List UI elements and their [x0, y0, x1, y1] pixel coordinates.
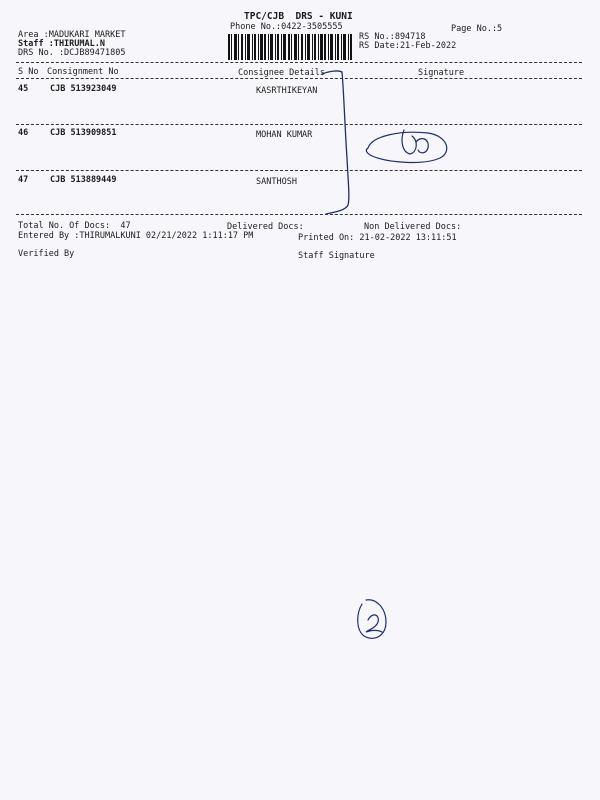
entered-by: Entered By :THIRUMALKUNI 02/21/2022 1:11:17 PM: [18, 231, 254, 241]
drs-number: DRS No. :DCJB89471805: [18, 48, 126, 58]
row-consignee: KASRTHIKEYAN: [256, 86, 318, 96]
row-sno: 46: [18, 128, 29, 138]
header-rule-top: [16, 62, 582, 63]
total-docs: Total No. Of Docs: 47: [18, 221, 131, 231]
row-consignment: CJB 513923049: [50, 84, 117, 94]
row-consignee: SANTHOSH: [256, 177, 297, 187]
col-sno: S No: [18, 67, 39, 77]
staff-signature-label: Staff Signature: [298, 251, 375, 261]
col-consignment-no: Consignment No: [47, 67, 119, 77]
col-consignee-details: Consignee Details: [238, 68, 325, 78]
printed-on: Printed On: 21-02-2022 13:11:51: [298, 233, 457, 243]
rs-number: RS No.:894718: [359, 32, 426, 42]
row-divider: [16, 170, 582, 171]
row-consignee: MOHAN KUMAR: [256, 130, 313, 140]
phone-number: Phone No.:0422-3505555: [230, 22, 343, 32]
row-consignment: CJB 513909851: [50, 128, 117, 138]
footer-rule: [16, 214, 582, 215]
encircled-number-mark: [358, 600, 386, 639]
col-signature: Signature: [418, 68, 465, 78]
signature-mark: [366, 130, 446, 162]
row-divider: [16, 124, 582, 125]
staff-label: Staff :THIRUMAL.N: [18, 39, 105, 49]
row-consignment: CJB 513889449: [50, 175, 117, 185]
row-sno: 45: [18, 84, 29, 94]
rs-date: RS Date:21-Feb-2022: [359, 41, 457, 51]
header-rule-bottom: [16, 78, 582, 79]
barcode: [228, 34, 352, 60]
row-sno: 47: [18, 175, 29, 185]
area-label: Area :MADUKARI MARKET: [18, 30, 126, 40]
non-delivered-docs: Non Delivered Docs:: [364, 222, 462, 232]
document-title: TPC/CJB DRS - KUNI: [244, 11, 353, 22]
pen-stroke-line: [322, 71, 349, 214]
page-number: Page No.:5: [451, 24, 503, 34]
verified-by: Verified By: [18, 249, 75, 259]
delivered-docs: Delivered Docs:: [227, 222, 304, 232]
